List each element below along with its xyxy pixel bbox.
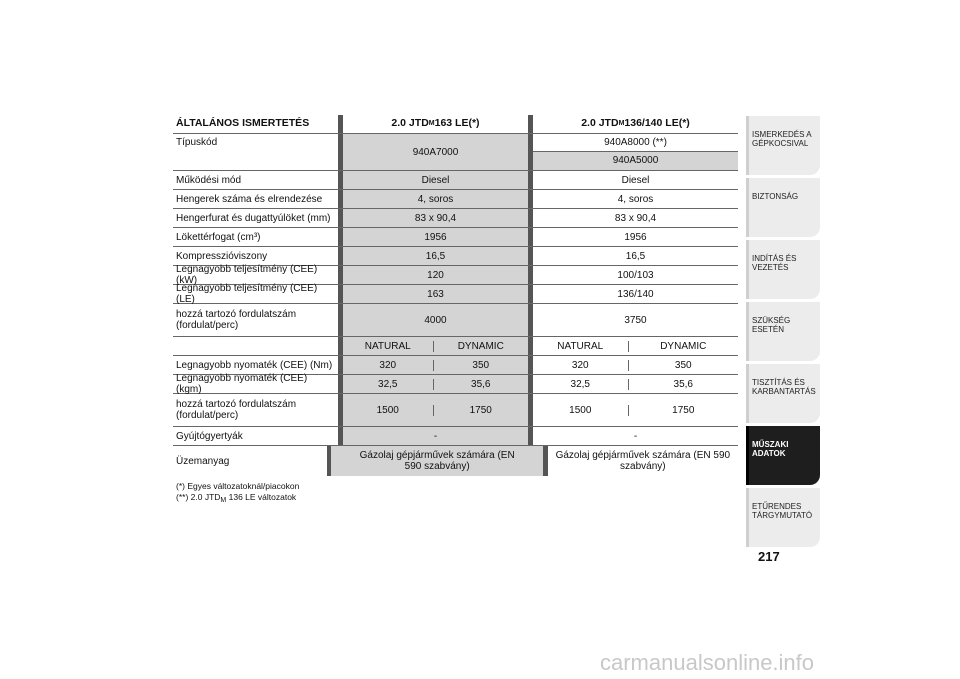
spec-table [173,115,738,476]
row-label: Hengerek száma és elrendezése [176,193,323,205]
cell-col1: 1956 [343,228,528,246]
mode-dynamic-label: DYNAMIC [628,341,738,352]
mode-natural-label: NATURAL [364,340,411,352]
cell: 32,5 [570,378,590,390]
cell: 350 [433,360,528,371]
tab-section-3[interactable]: SZÜKSÉG ESETÉN [746,302,820,361]
plugs-col2: - [533,427,738,445]
typecode-col2-a: 940A8000 (**) [533,134,738,152]
fuel-col2: Gázolaj gépjárművek számára (EN 590 szabvány) [548,446,738,476]
cell: 32,5 [378,378,398,390]
tab-section-0[interactable]: ISMERKEDÉS A GÉPKOCSIVAL [746,116,820,175]
rpm-col2: 3750 [533,304,738,336]
cell-col1: 163 [343,285,528,303]
tab-section-2[interactable]: INDÍTÁS ÉS VEZETÉS [746,240,820,299]
typecode-col2-b: 940A5000 [612,155,659,166]
table-header [173,115,738,134]
plugs-col1: - [343,427,528,445]
cell: 1500 [569,404,592,416]
footnote-2: (**) 2.0 $JTD_M$ 136 LE változatok [176,492,297,505]
cell-col2: 16,5 [533,247,738,265]
cell-col1: Diesel [343,171,528,189]
row-label: hozzá tartozó fordulatszám (fordulat/perc) [176,399,297,421]
page-number: 217 [758,549,780,564]
row-label: Kompresszióviszony [176,250,268,262]
cell-col1: 4, soros [343,190,528,208]
cell: 1500 [376,404,399,416]
cell-col2: 136/140 [533,285,738,303]
row-label: Legnagyobb nyomaték (CEE) (Nm) [176,359,333,371]
cell-col2: 100/103 [533,266,738,284]
fuel-col1: Gázolaj gépjárművek számára (EN 590 szabvány) [331,446,543,476]
cell: 350 [628,360,738,371]
typecode-col2 [533,134,738,170]
table-row [173,190,738,209]
row-label: Gyújtógyertyák [176,430,243,442]
cell-col1: 83 x 90,4 [343,209,528,227]
footnotes [176,481,299,505]
row-label: Típuskód [176,137,218,148]
cell: 1750 [433,405,528,416]
table-row-rpm [173,304,738,337]
table-row-modes [173,337,738,356]
tab-section-4[interactable]: TISZTÍTÁS ÉS KARBANTARTÁS [746,364,820,423]
cell: 35,6 [433,379,528,390]
row-label: Üzemanyag [176,455,230,467]
row-label: Legnagyobb nyomaték (CEE) (kgm) [176,373,308,395]
mode-natural-label: NATURAL [557,340,604,352]
table-row-torque-kgm [173,375,738,394]
rpm-col1: 4000 [343,304,528,336]
table-row-fuel [173,446,738,476]
table-row-rpm-torque [173,394,738,427]
cell: 320 [571,359,589,371]
row-label: Hengerfurat és dugattyúlöket (mm) [176,212,331,224]
cell: 1750 [628,405,738,416]
header-col1: 2.0 JTD M 163 LE(*) [343,115,528,133]
table-row [173,228,738,247]
row-label: Lökettérfogat (cm³) [176,231,261,243]
tab-section-6[interactable]: ETŰRENDES TÁRGYMUTATÓ [746,488,820,547]
table-row-typecode [173,134,738,171]
cell: 320 [379,359,397,371]
cell-col2: 83 x 90,4 [533,209,738,227]
table-row [173,209,738,228]
row-label: Legnagyobb teljesítmény (CEE) (kW) [176,264,318,286]
mode-dynamic-label: DYNAMIC [433,341,528,352]
table-row [173,171,738,190]
row-label: hozzá tartozó fordulatszám (fordulat/perc) [176,309,297,331]
tab-section-5[interactable]: MŰSZAKI ADATOK [746,426,820,485]
row-label: Működési mód [176,174,242,186]
cell-col1: 120 [343,266,528,284]
table-row [173,285,738,304]
header-col2: 2.0 JTD M 136/140 LE(*) [533,115,738,133]
tab-section-1[interactable]: BIZTONSÁG [746,178,820,237]
cell: 35,6 [628,379,738,390]
cell-col1: 16,5 [343,247,528,265]
table-row-plugs [173,427,738,446]
section-tabs [746,116,820,550]
typecode-col1: 940A7000 [343,134,528,170]
cell-col2: 4, soros [533,190,738,208]
footnote-1: (*) Egyes változatoknál/piacokon [176,481,300,491]
header-label: ÁLTALÁNOS ISMERTETÉS [176,117,310,130]
cell-col2: Diesel [533,171,738,189]
row-label: Legnagyobb teljesítmény (CEE) (LE) [176,283,318,305]
watermark: carmanualsonline.info [600,650,815,675]
cell-col2: 1956 [533,228,738,246]
